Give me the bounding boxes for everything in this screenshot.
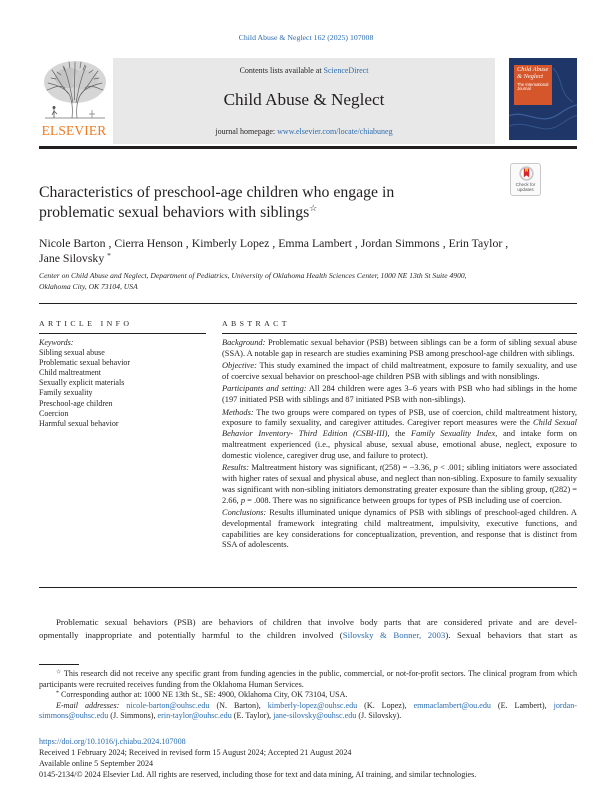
- text-run: , the: [387, 429, 411, 439]
- note-mark[interactable]: ☆: [56, 669, 62, 676]
- text-run: (E. Taylor),: [231, 711, 274, 721]
- abstract-background: [222, 338, 577, 360]
- front-matter-rule: [39, 303, 577, 304]
- online-date: Available online 5 September 2024: [39, 759, 154, 768]
- text-run: (K. Lopez),: [357, 700, 414, 710]
- author: [39, 236, 111, 250]
- check-for-updates-badge[interactable]: [510, 163, 541, 196]
- keyword-item: Sibling sexual abuse: [39, 348, 105, 358]
- cover-subtitle: The International Journal: [517, 81, 549, 92]
- section-label: Methods:: [222, 407, 254, 417]
- journal-cover-image[interactable]: [509, 58, 577, 140]
- emphasis-text: Family Sexuality Index: [410, 429, 496, 439]
- author-name: Kimberly Lopez: [191, 236, 270, 250]
- text-run: This study examined the impact of child maltreatment, exposure to family sexuality, and use of coercive sexual behavior on preschool-age children PSB with siblings and with nonsiblings.: [222, 361, 577, 381]
- keyword-item: Coercion: [39, 408, 69, 418]
- author-separator: ,: [105, 236, 112, 250]
- author-list: [39, 236, 511, 266]
- elsevier-wordmark: ELSEVIER: [41, 123, 107, 138]
- author-name: Erin Taylor: [448, 236, 503, 250]
- keyword-list: [39, 348, 209, 429]
- body-text: [39, 616, 577, 642]
- section-label: Participants and setting:: [222, 384, 307, 394]
- abstract-rule: [222, 333, 577, 334]
- text-run: (258) = −3.36,: [382, 463, 434, 473]
- article-title-text: Characteristics of preschool-age children who engage in problematic sexual behaviors with siblings: [39, 184, 395, 221]
- publication-history: Received 1 February 2024; Received in revised form 15 August 2024; Accepted 21 August 2024: [39, 748, 352, 757]
- link-text[interactable]: nicole-barton@ouhsc.edu: [126, 700, 210, 710]
- body-line: [39, 629, 577, 642]
- homepage-url-link[interactable]: www.elsevier.com/locate/chiabuneg: [277, 127, 393, 136]
- link-text[interactable]: Silovsky & Bonner, 2003: [342, 630, 446, 640]
- abstract-participants: [222, 384, 577, 406]
- author-name: Jordan Simmons: [360, 236, 440, 250]
- article-info-rule: [39, 333, 206, 334]
- check-updates-label: Check for updates: [515, 182, 536, 193]
- emphasis-text: p: [240, 495, 246, 505]
- text-run: Maltreatment history was significant,: [248, 463, 380, 473]
- text-run: All 284 children were ages 3–6 years with PSB who had siblings in the home (197 initiated PSB with siblings and 87 initiated PSB with non-siblings).: [222, 384, 577, 405]
- keyword-item: Sexually explicit materials: [39, 378, 125, 388]
- article-title: [39, 183, 459, 223]
- abstract-heading: ABSTRACT: [222, 319, 290, 328]
- section-label: Objective:: [222, 361, 257, 371]
- elsevier-tree-icon: [39, 58, 109, 120]
- author: [361, 236, 446, 250]
- text-run: (282) = 2.66,: [222, 484, 577, 505]
- journal-title: Child Abuse & Neglect: [223, 90, 385, 109]
- link-text[interactable]: kimberly-lopez@ouhsc.edu: [267, 700, 358, 710]
- corresponding-author-footnote: [39, 690, 577, 701]
- link-text[interactable]: jane-silovsky@ouhsc.edu: [273, 711, 357, 721]
- text-run: opmentally inappropriate and potentially harmful to the children involved (: [39, 630, 343, 640]
- link-text[interactable]: emmaclambert@ou.edu: [413, 700, 491, 710]
- abstract-conclusions: [222, 508, 577, 551]
- copyright-notice: 0145-2134/© 2024 Elsevier Ltd. All rights are reserved, including those for text and data mining, AI training, and similar technologies.: [39, 770, 477, 779]
- author-separator: ,: [439, 236, 446, 250]
- keyword-item: Preschool-age children: [39, 398, 113, 408]
- text-run: Results illuminated unique dynamics of PSB with siblings of preschool-aged children. A developmental framework integrating child maltreatment, impulsivity, executive functions, and capabilities are key considerations for conceptualization, prevention, and response that is distinct from SSA of adolescents.: [222, 507, 577, 550]
- text-run: = .008. There was no significance between groups for types of PSB including use of coercion.: [245, 495, 562, 505]
- title-footnote-mark[interactable]: ☆: [309, 203, 318, 213]
- elsevier-logo[interactable]: [39, 58, 109, 142]
- author: [192, 236, 276, 250]
- text-run: Problematic sexual behavior (PSB) between siblings can be a form of sibling sexual abuse (SSA). A notable gap in research are studies examining PSB among preschool-age children with siblings.: [222, 338, 577, 358]
- text-run: The two groups were compared on types of PSB, use of coercion, child maltreatment history, exposure to family sexuality, and caregiver attitudes. Caregiver report measures were the: [222, 407, 577, 428]
- link-text[interactable]: jordan-simmons@ouhsc.edu: [39, 700, 577, 721]
- emphasis-text: Child Sexual Behavior Inventory- Third Edition (CSBI-III): [222, 418, 577, 439]
- section-label: Background:: [222, 338, 266, 347]
- contents-prefix: Contents lists available at: [239, 66, 324, 75]
- abstract-bottom-rule: [39, 587, 577, 588]
- keywords-label: Keywords:: [39, 338, 74, 347]
- author: [278, 236, 358, 250]
- masthead-rule: [39, 146, 577, 149]
- author: [449, 236, 509, 250]
- email-footnote: [39, 701, 577, 722]
- sciencedirect-link[interactable]: ScienceDirect: [323, 66, 369, 75]
- text-run: , and intake form on maltreatment experienced (i.e., physical abuse, sexual abuse, emotional abuse, neglect, exposure to domestic violence, caregiver drug use, and failure to protect).: [222, 429, 577, 460]
- section-label: Conclusions:: [222, 507, 267, 517]
- author-name: Nicole Barton: [39, 236, 106, 250]
- emphasis-text: t: [549, 484, 552, 494]
- text-run: < .001; sibling initiators were associated with higher rates of sexual and physical abuse, and neglect than non-sibling. Exposure to family sexuality was significant with non-sibling initiators demonstrating greater exposure than the sibling group,: [222, 463, 577, 494]
- body-line: [39, 616, 577, 629]
- author-name: Cierra Henson: [114, 236, 183, 250]
- text-run: ). Sexual behaviors that start as: [445, 630, 577, 640]
- publication-info: [39, 736, 577, 780]
- author: [39, 251, 111, 265]
- article-info-heading: ARTICLE INFO: [39, 319, 133, 328]
- doi-link[interactable]: https://doi.org/10.1016/j.chiabu.2024.107008: [39, 737, 186, 746]
- journal-reference-link[interactable]: Child Abuse & Neglect 162 (2025) 107008: [238, 33, 374, 42]
- section-label: E-mail addresses:: [56, 700, 127, 710]
- keyword-item: Child maltreatment: [39, 368, 101, 378]
- journal-masthead: [113, 58, 495, 144]
- author: [114, 236, 188, 250]
- note-mark[interactable]: *: [56, 690, 59, 697]
- text-run: (J. Silovsky).: [356, 711, 402, 721]
- text-run: This research did not receive any specific grant from funding agencies in the public, commercial, or not-for-profit sectors. The clinical program from which participants were recruited receives funding from the Oklahoma Human Services.: [39, 669, 577, 689]
- abstract-methods: [222, 408, 577, 462]
- text-run: (N. Barton),: [209, 700, 268, 710]
- abstract-objective: [222, 361, 577, 383]
- footnote-rule: [39, 664, 79, 665]
- section-label: Results:: [222, 463, 249, 473]
- author-separator: ,: [182, 236, 189, 250]
- keywords-panel: [39, 338, 209, 429]
- text-run: Corresponding author at: 1000 NE 13th St., SE: 4900, Oklahoma City, OK 73104, USA.: [58, 690, 348, 700]
- author-affiliation: Center on Child Abuse and Neglect, Department of Pediatrics, University of Oklahoma Health Sciences Center, 1000 NE 13th St Suite 4900, Oklahoma City, OK 73104, USA: [39, 271, 467, 291]
- emphasis-text: t: [379, 463, 383, 473]
- funding-footnote: [39, 669, 577, 690]
- keyword-item: Problematic sexual behavior: [39, 358, 131, 368]
- keyword-item: Family sexuality: [39, 388, 93, 398]
- author-name: Emma Lambert: [278, 236, 352, 250]
- author-separator: ,: [269, 236, 276, 250]
- abstract-results: [222, 463, 577, 506]
- contents-availability: [113, 66, 495, 76]
- emphasis-text: p: [433, 463, 438, 473]
- cover-title: Child Abuse & Neglect: [517, 66, 549, 80]
- abstract-body: [222, 338, 577, 553]
- footnotes: [39, 669, 577, 722]
- text-run: (J. Simmons),: [108, 711, 158, 721]
- author-separator: ,: [502, 236, 509, 250]
- text-run: (E. Lambert),: [490, 700, 554, 710]
- cover-title-block: [514, 65, 552, 105]
- author-name: Jane Silovsky: [39, 251, 105, 265]
- author-separator: ,: [351, 236, 358, 250]
- check-updates-icon: [519, 166, 534, 181]
- link-text[interactable]: erin-taylor@ouhsc.edu: [157, 711, 232, 721]
- journal-homepage: [113, 127, 495, 137]
- text-run: Problematic sexual behaviors (PSB) are behaviors of children that involve body parts that are considered private and are devel-: [56, 617, 577, 627]
- corresponding-author-mark[interactable]: *: [107, 251, 111, 260]
- homepage-prefix: journal homepage:: [215, 127, 278, 136]
- keyword-item: Harmful sexual behavior: [39, 418, 119, 428]
